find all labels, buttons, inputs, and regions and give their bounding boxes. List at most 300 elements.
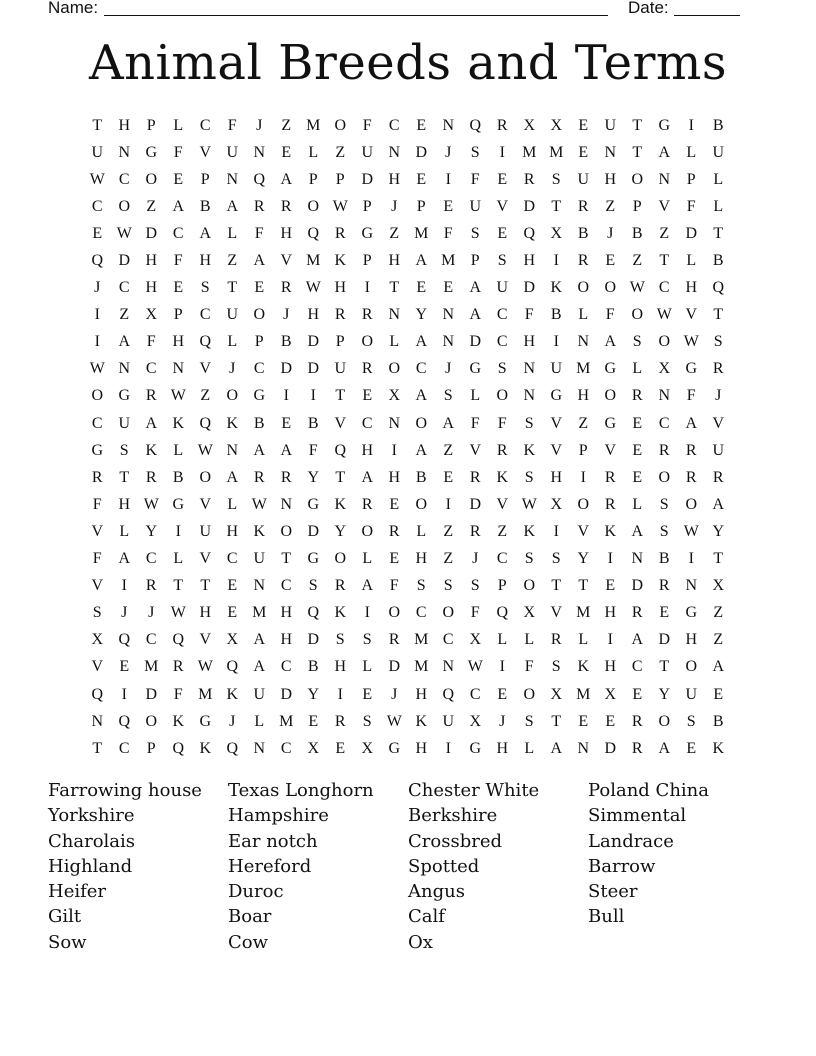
grid-letter[interactable]: E bbox=[632, 414, 643, 432]
grid-letter[interactable]: N bbox=[577, 333, 590, 351]
grid-letter[interactable]: I bbox=[445, 170, 452, 188]
grid-letter[interactable]: A bbox=[253, 631, 266, 649]
grid-letter[interactable]: X bbox=[550, 685, 563, 703]
grid-letter[interactable]: K bbox=[172, 414, 185, 432]
grid-letter[interactable]: I bbox=[283, 387, 290, 405]
grid-letter[interactable]: Q bbox=[172, 739, 185, 757]
grid-letter[interactable]: D bbox=[118, 252, 131, 270]
grid-letter[interactable]: N bbox=[253, 143, 266, 161]
grid-letter[interactable]: W bbox=[683, 333, 700, 351]
grid-letter[interactable]: V bbox=[334, 414, 347, 432]
grid-letter[interactable]: H bbox=[550, 468, 563, 486]
grid-letter[interactable]: F bbox=[389, 577, 400, 595]
grid-letter[interactable]: O bbox=[658, 468, 671, 486]
grid-letter[interactable]: E bbox=[227, 577, 238, 595]
grid-letter[interactable]: O bbox=[334, 116, 347, 134]
grid-letter[interactable]: P bbox=[254, 333, 265, 351]
grid-letter[interactable]: B bbox=[712, 712, 725, 730]
grid-letter[interactable]: U bbox=[469, 197, 482, 215]
grid-letter[interactable]: O bbox=[199, 468, 212, 486]
grid-letter[interactable]: V bbox=[550, 414, 563, 432]
grid-letter[interactable]: E bbox=[497, 685, 508, 703]
grid-letter[interactable]: R bbox=[280, 468, 293, 486]
grid-letter[interactable]: U bbox=[334, 360, 347, 378]
grid-letter[interactable]: C bbox=[226, 550, 239, 568]
grid-letter[interactable]: K bbox=[523, 441, 536, 459]
grid-letter[interactable]: N bbox=[226, 441, 239, 459]
grid-letter[interactable]: R bbox=[685, 441, 698, 459]
grid-letter[interactable]: E bbox=[659, 604, 670, 622]
grid-letter[interactable]: M bbox=[576, 685, 591, 703]
grid-letter[interactable]: F bbox=[227, 116, 238, 134]
grid-letter[interactable]: K bbox=[550, 279, 563, 297]
grid-letter[interactable]: H bbox=[523, 252, 536, 270]
grid-letter[interactable]: H bbox=[415, 685, 428, 703]
grid-letter[interactable]: O bbox=[523, 685, 536, 703]
grid-letter[interactable]: C bbox=[415, 360, 428, 378]
grid-letter[interactable]: U bbox=[226, 143, 239, 161]
grid-letter[interactable]: V bbox=[577, 522, 590, 540]
grid-letter[interactable]: T bbox=[632, 116, 643, 134]
grid-letter[interactable]: A bbox=[550, 739, 563, 757]
grid-letter[interactable]: K bbox=[577, 658, 590, 676]
grid-letter[interactable]: P bbox=[200, 170, 211, 188]
grid-letter[interactable]: R bbox=[388, 522, 401, 540]
grid-letter[interactable]: E bbox=[713, 685, 724, 703]
grid-letter[interactable]: Z bbox=[335, 143, 346, 161]
grid-letter[interactable]: R bbox=[145, 577, 158, 595]
grid-letter[interactable]: K bbox=[415, 712, 428, 730]
grid-letter[interactable]: P bbox=[497, 577, 508, 595]
grid-letter[interactable]: S bbox=[524, 550, 535, 568]
grid-letter[interactable]: O bbox=[631, 170, 644, 188]
grid-letter[interactable]: F bbox=[173, 685, 184, 703]
grid-letter[interactable]: P bbox=[308, 170, 319, 188]
grid-letter[interactable]: O bbox=[577, 279, 590, 297]
grid-letter[interactable]: C bbox=[631, 658, 644, 676]
grid-letter[interactable]: V bbox=[550, 441, 563, 459]
grid-letter[interactable]: H bbox=[145, 252, 158, 270]
grid-letter[interactable]: Z bbox=[632, 252, 643, 270]
grid-letter[interactable]: Q bbox=[91, 252, 104, 270]
grid-letter[interactable]: Q bbox=[199, 414, 212, 432]
grid-letter[interactable]: R bbox=[361, 495, 374, 513]
grid-letter[interactable]: S bbox=[335, 631, 346, 649]
grid-letter[interactable]: G bbox=[361, 224, 374, 242]
grid-letter[interactable]: C bbox=[118, 170, 131, 188]
grid-letter[interactable]: K bbox=[226, 685, 239, 703]
grid-letter[interactable]: X bbox=[226, 631, 239, 649]
grid-letter[interactable]: C bbox=[658, 414, 671, 432]
grid-letter[interactable]: I bbox=[445, 495, 452, 513]
grid-letter[interactable]: L bbox=[173, 550, 184, 568]
grid-letter[interactable]: C bbox=[496, 306, 509, 324]
grid-letter[interactable]: B bbox=[631, 224, 644, 242]
grid-letter[interactable]: N bbox=[604, 143, 617, 161]
grid-letter[interactable]: M bbox=[279, 712, 294, 730]
grid-letter[interactable]: O bbox=[388, 604, 401, 622]
grid-letter[interactable]: Q bbox=[307, 224, 320, 242]
grid-letter[interactable]: V bbox=[469, 441, 482, 459]
grid-letter[interactable]: N bbox=[442, 306, 455, 324]
grid-letter[interactable]: A bbox=[658, 143, 671, 161]
grid-letter[interactable]: H bbox=[226, 522, 239, 540]
grid-letter[interactable]: S bbox=[497, 252, 508, 270]
grid-letter[interactable]: V bbox=[199, 143, 212, 161]
grid-letter[interactable]: V bbox=[91, 658, 104, 676]
grid-letter[interactable]: P bbox=[173, 306, 184, 324]
grid-letter[interactable]: H bbox=[604, 170, 617, 188]
grid-letter[interactable]: W bbox=[251, 495, 268, 513]
grid-letter[interactable]: O bbox=[145, 170, 158, 188]
grid-letter[interactable]: D bbox=[361, 170, 374, 188]
grid-letter[interactable]: J bbox=[391, 685, 398, 703]
grid-letter[interactable]: V bbox=[604, 441, 617, 459]
grid-letter[interactable]: R bbox=[496, 441, 509, 459]
grid-letter[interactable]: R bbox=[469, 468, 482, 486]
grid-letter[interactable]: T bbox=[578, 577, 589, 595]
grid-letter[interactable]: J bbox=[283, 306, 290, 324]
grid-letter[interactable]: M bbox=[144, 658, 159, 676]
grid-letter[interactable]: C bbox=[145, 550, 158, 568]
grid-letter[interactable]: C bbox=[658, 279, 671, 297]
grid-letter[interactable]: M bbox=[441, 252, 456, 270]
grid-letter[interactable]: A bbox=[253, 441, 266, 459]
grid-letter[interactable]: U bbox=[253, 550, 266, 568]
grid-letter[interactable]: X bbox=[469, 712, 482, 730]
grid-letter[interactable]: W bbox=[197, 441, 214, 459]
grid-letter[interactable]: S bbox=[524, 468, 535, 486]
grid-letter[interactable]: E bbox=[578, 116, 589, 134]
grid-letter[interactable]: A bbox=[199, 224, 212, 242]
grid-letter[interactable]: S bbox=[686, 712, 697, 730]
grid-letter[interactable]: F bbox=[524, 658, 535, 676]
grid-letter[interactable]: K bbox=[226, 414, 239, 432]
grid-letter[interactable]: Z bbox=[227, 252, 238, 270]
grid-letter[interactable]: P bbox=[416, 197, 427, 215]
grid-letter[interactable]: L bbox=[173, 441, 184, 459]
grid-letter[interactable]: T bbox=[200, 577, 211, 595]
grid-letter[interactable]: B bbox=[712, 252, 725, 270]
grid-letter[interactable]: W bbox=[656, 306, 673, 324]
grid-letter[interactable]: T bbox=[335, 387, 346, 405]
grid-letter[interactable]: Q bbox=[91, 685, 104, 703]
grid-letter[interactable]: C bbox=[145, 360, 158, 378]
grid-letter[interactable]: D bbox=[604, 739, 617, 757]
grid-letter[interactable]: G bbox=[253, 387, 266, 405]
grid-letter[interactable]: V bbox=[550, 604, 563, 622]
grid-letter[interactable]: N bbox=[442, 333, 455, 351]
grid-letter[interactable]: A bbox=[280, 170, 293, 188]
grid-letter[interactable]: R bbox=[361, 360, 374, 378]
grid-letter[interactable]: D bbox=[631, 577, 644, 595]
grid-letter[interactable]: O bbox=[334, 550, 347, 568]
grid-letter[interactable]: U bbox=[577, 170, 590, 188]
date-blank-line[interactable] bbox=[674, 15, 740, 16]
grid-letter[interactable]: F bbox=[605, 306, 616, 324]
grid-letter[interactable]: E bbox=[308, 712, 319, 730]
grid-letter[interactable]: R bbox=[712, 360, 725, 378]
grid-letter[interactable]: X bbox=[523, 116, 536, 134]
grid-letter[interactable]: D bbox=[469, 495, 482, 513]
grid-letter[interactable]: D bbox=[145, 224, 158, 242]
grid-letter[interactable]: R bbox=[658, 441, 671, 459]
grid-letter[interactable]: R bbox=[334, 306, 347, 324]
grid-letter[interactable]: I bbox=[553, 333, 560, 351]
grid-letter[interactable]: E bbox=[578, 712, 589, 730]
grid-letter[interactable]: P bbox=[362, 197, 373, 215]
grid-letter[interactable]: E bbox=[281, 414, 292, 432]
grid-letter[interactable]: O bbox=[307, 197, 320, 215]
grid-letter[interactable]: Y bbox=[712, 522, 725, 540]
grid-letter[interactable]: D bbox=[469, 333, 482, 351]
grid-letter[interactable]: J bbox=[256, 116, 263, 134]
grid-letter[interactable]: O bbox=[685, 658, 698, 676]
grid-letter[interactable]: P bbox=[146, 116, 157, 134]
grid-letter[interactable]: E bbox=[578, 143, 589, 161]
grid-letter[interactable]: U bbox=[685, 685, 698, 703]
grid-letter[interactable]: V bbox=[658, 197, 671, 215]
grid-letter[interactable]: R bbox=[361, 306, 374, 324]
grid-letter[interactable]: V bbox=[496, 495, 509, 513]
grid-letter[interactable]: M bbox=[549, 143, 564, 161]
grid-letter[interactable]: R bbox=[145, 387, 158, 405]
grid-letter[interactable]: N bbox=[118, 143, 131, 161]
grid-letter[interactable]: F bbox=[470, 170, 481, 188]
grid-letter[interactable]: N bbox=[658, 170, 671, 188]
grid-letter[interactable]: E bbox=[443, 197, 454, 215]
grid-letter[interactable]: H bbox=[199, 252, 212, 270]
grid-letter[interactable]: I bbox=[94, 306, 101, 324]
grid-letter[interactable]: M bbox=[198, 685, 213, 703]
grid-letter[interactable]: Z bbox=[578, 414, 589, 432]
grid-letter[interactable]: A bbox=[226, 197, 239, 215]
grid-letter[interactable]: H bbox=[604, 658, 617, 676]
grid-letter[interactable]: N bbox=[685, 577, 698, 595]
grid-letter[interactable]: Z bbox=[443, 441, 454, 459]
grid-letter[interactable]: R bbox=[334, 712, 347, 730]
grid-letter[interactable]: Y bbox=[577, 550, 590, 568]
grid-letter[interactable]: O bbox=[415, 495, 428, 513]
grid-letter[interactable]: E bbox=[686, 739, 697, 757]
grid-letter[interactable]: A bbox=[226, 468, 239, 486]
grid-letter[interactable]: V bbox=[199, 360, 212, 378]
grid-letter[interactable]: J bbox=[148, 604, 155, 622]
grid-letter[interactable]: W bbox=[197, 658, 214, 676]
grid-letter[interactable]: L bbox=[713, 197, 724, 215]
grid-letter[interactable]: R bbox=[550, 631, 563, 649]
grid-letter[interactable]: O bbox=[226, 387, 239, 405]
grid-letter[interactable]: K bbox=[712, 739, 725, 757]
grid-letter[interactable]: H bbox=[334, 279, 347, 297]
grid-letter[interactable]: W bbox=[629, 279, 646, 297]
grid-letter[interactable]: F bbox=[308, 441, 319, 459]
grid-letter[interactable]: S bbox=[524, 414, 535, 432]
grid-letter[interactable]: U bbox=[604, 116, 617, 134]
grid-letter[interactable]: J bbox=[607, 224, 614, 242]
grid-letter[interactable]: W bbox=[683, 522, 700, 540]
grid-letter[interactable]: P bbox=[335, 333, 346, 351]
grid-letter[interactable]: N bbox=[172, 360, 185, 378]
grid-letter[interactable]: F bbox=[443, 224, 454, 242]
grid-letter[interactable]: D bbox=[523, 279, 536, 297]
grid-letter[interactable]: V bbox=[712, 414, 725, 432]
grid-letter[interactable]: Q bbox=[199, 333, 212, 351]
grid-letter[interactable]: S bbox=[443, 577, 454, 595]
grid-letter[interactable]: O bbox=[658, 333, 671, 351]
grid-letter[interactable]: L bbox=[713, 170, 724, 188]
grid-letter[interactable]: W bbox=[332, 197, 349, 215]
grid-letter[interactable]: S bbox=[713, 333, 724, 351]
grid-letter[interactable]: B bbox=[253, 414, 266, 432]
grid-letter[interactable]: E bbox=[362, 685, 373, 703]
grid-letter[interactable]: I bbox=[391, 441, 398, 459]
grid-letter[interactable]: S bbox=[551, 170, 562, 188]
grid-letter[interactable]: A bbox=[172, 197, 185, 215]
grid-letter[interactable]: X bbox=[307, 739, 320, 757]
grid-letter[interactable]: B bbox=[577, 224, 590, 242]
grid-letter[interactable]: A bbox=[253, 252, 266, 270]
grid-letter[interactable]: D bbox=[307, 631, 320, 649]
grid-letter[interactable]: T bbox=[659, 252, 670, 270]
grid-letter[interactable]: L bbox=[578, 306, 589, 324]
grid-letter[interactable]: L bbox=[227, 495, 238, 513]
grid-letter[interactable]: Z bbox=[605, 197, 616, 215]
grid-letter[interactable]: I bbox=[121, 685, 128, 703]
grid-letter[interactable]: T bbox=[173, 577, 184, 595]
grid-letter[interactable]: D bbox=[307, 522, 320, 540]
grid-letter[interactable]: B bbox=[550, 306, 563, 324]
grid-letter[interactable]: O bbox=[496, 387, 509, 405]
grid-letter[interactable]: C bbox=[253, 360, 266, 378]
grid-letter[interactable]: H bbox=[388, 170, 401, 188]
grid-letter[interactable]: I bbox=[94, 333, 101, 351]
grid-letter[interactable]: Q bbox=[226, 739, 239, 757]
grid-letter[interactable]: N bbox=[280, 495, 293, 513]
grid-letter[interactable]: P bbox=[362, 252, 373, 270]
grid-letter[interactable]: A bbox=[118, 550, 131, 568]
grid-letter[interactable]: T bbox=[713, 224, 724, 242]
grid-letter[interactable]: X bbox=[145, 306, 158, 324]
grid-letter[interactable]: U bbox=[118, 414, 131, 432]
grid-letter[interactable]: A bbox=[415, 252, 428, 270]
grid-letter[interactable]: Z bbox=[497, 522, 508, 540]
grid-letter[interactable]: R bbox=[604, 495, 617, 513]
grid-letter[interactable]: Z bbox=[146, 197, 157, 215]
grid-letter[interactable]: I bbox=[175, 522, 182, 540]
grid-letter[interactable]: R bbox=[469, 522, 482, 540]
grid-letter[interactable]: S bbox=[470, 224, 481, 242]
grid-letter[interactable]: O bbox=[631, 306, 644, 324]
grid-letter[interactable]: B bbox=[199, 197, 212, 215]
grid-letter[interactable]: S bbox=[497, 360, 508, 378]
grid-letter[interactable]: E bbox=[173, 170, 184, 188]
grid-letter[interactable]: S bbox=[362, 631, 373, 649]
grid-letter[interactable]: Y bbox=[145, 522, 158, 540]
grid-letter[interactable]: A bbox=[253, 658, 266, 676]
grid-letter[interactable]: D bbox=[388, 658, 401, 676]
grid-letter[interactable]: F bbox=[173, 143, 184, 161]
grid-letter[interactable]: I bbox=[688, 116, 695, 134]
grid-letter[interactable]: L bbox=[362, 550, 373, 568]
grid-letter[interactable]: G bbox=[199, 712, 212, 730]
grid-letter[interactable]: H bbox=[307, 306, 320, 324]
grid-letter[interactable]: T bbox=[92, 739, 103, 757]
grid-letter[interactable]: B bbox=[307, 414, 320, 432]
grid-letter[interactable]: I bbox=[499, 143, 506, 161]
grid-letter[interactable]: D bbox=[280, 360, 293, 378]
grid-letter[interactable]: G bbox=[550, 387, 563, 405]
grid-letter[interactable]: S bbox=[416, 577, 427, 595]
grid-letter[interactable]: I bbox=[310, 387, 317, 405]
grid-letter[interactable]: H bbox=[118, 495, 131, 513]
grid-letter[interactable]: R bbox=[631, 739, 644, 757]
grid-letter[interactable]: H bbox=[523, 333, 536, 351]
grid-letter[interactable]: M bbox=[576, 360, 591, 378]
grid-letter[interactable]: F bbox=[362, 116, 373, 134]
grid-letter[interactable]: H bbox=[145, 279, 158, 297]
grid-letter[interactable]: Y bbox=[334, 522, 347, 540]
grid-letter[interactable]: E bbox=[92, 224, 103, 242]
grid-letter[interactable]: M bbox=[252, 604, 267, 622]
grid-letter[interactable]: X bbox=[361, 739, 374, 757]
grid-letter[interactable]: N bbox=[388, 414, 401, 432]
grid-letter[interactable]: K bbox=[334, 604, 347, 622]
grid-letter[interactable]: X bbox=[712, 577, 725, 595]
grid-letter[interactable]: E bbox=[227, 604, 238, 622]
grid-letter[interactable]: A bbox=[685, 414, 698, 432]
grid-letter[interactable]: T bbox=[281, 550, 292, 568]
grid-letter[interactable]: N bbox=[118, 360, 131, 378]
grid-letter[interactable]: T bbox=[389, 279, 400, 297]
grid-letter[interactable]: F bbox=[173, 252, 184, 270]
grid-letter[interactable]: T bbox=[335, 468, 346, 486]
grid-letter[interactable]: B bbox=[712, 116, 725, 134]
grid-letter[interactable]: B bbox=[172, 468, 185, 486]
grid-letter[interactable]: V bbox=[91, 577, 104, 595]
grid-letter[interactable]: I bbox=[553, 522, 560, 540]
grid-letter[interactable]: Y bbox=[307, 468, 320, 486]
grid-letter[interactable]: H bbox=[415, 739, 428, 757]
grid-letter[interactable]: K bbox=[523, 522, 536, 540]
grid-letter[interactable]: Z bbox=[200, 387, 211, 405]
grid-letter[interactable]: D bbox=[415, 143, 428, 161]
grid-letter[interactable]: T bbox=[551, 712, 562, 730]
grid-letter[interactable]: U bbox=[226, 306, 239, 324]
grid-letter[interactable]: Q bbox=[496, 604, 509, 622]
grid-letter[interactable]: F bbox=[686, 387, 697, 405]
grid-letter[interactable]: H bbox=[577, 387, 590, 405]
grid-letter[interactable]: K bbox=[604, 522, 617, 540]
grid-letter[interactable]: C bbox=[442, 631, 455, 649]
grid-letter[interactable]: E bbox=[605, 577, 616, 595]
grid-letter[interactable]: P bbox=[146, 739, 157, 757]
grid-letter[interactable]: I bbox=[337, 685, 344, 703]
grid-letter[interactable]: G bbox=[388, 739, 401, 757]
grid-letter[interactable]: A bbox=[361, 468, 374, 486]
grid-letter[interactable]: Q bbox=[442, 685, 455, 703]
grid-letter[interactable]: D bbox=[145, 685, 158, 703]
grid-letter[interactable]: Z bbox=[713, 604, 724, 622]
grid-letter[interactable]: B bbox=[307, 658, 320, 676]
grid-letter[interactable]: K bbox=[253, 522, 266, 540]
grid-letter[interactable]: A bbox=[631, 631, 644, 649]
grid-letter[interactable]: A bbox=[280, 441, 293, 459]
grid-letter[interactable]: G bbox=[307, 550, 320, 568]
grid-letter[interactable]: T bbox=[713, 550, 724, 568]
grid-letter[interactable]: O bbox=[361, 522, 374, 540]
grid-letter[interactable]: H bbox=[199, 604, 212, 622]
